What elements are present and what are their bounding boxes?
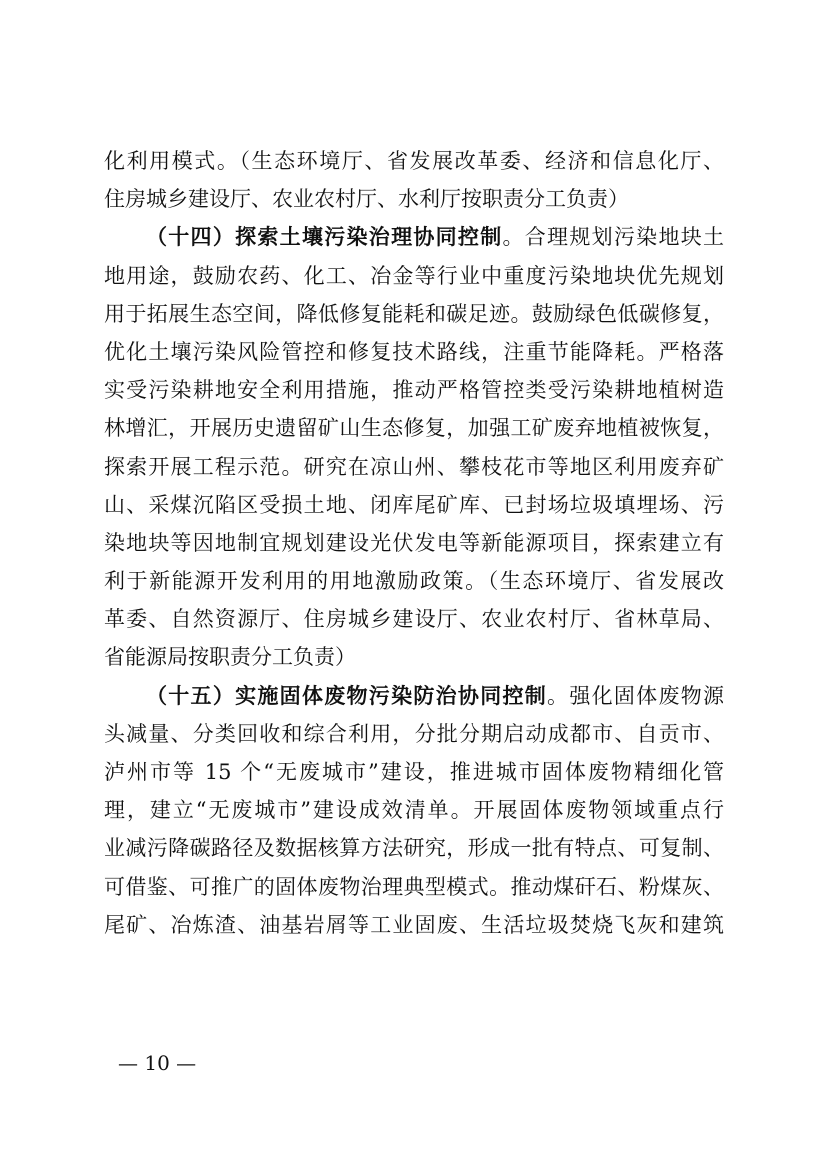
- text-line: 省能源局按职责分工负责）: [104, 645, 356, 670]
- text-line: 理，建立“无废城市”建设成效清单。开展固体废物领域重点行: [104, 798, 724, 823]
- text-line: 头减量、分类回收和综合利用，分批分期启动成都市、自贡市、: [104, 721, 724, 746]
- text-line: 实受污染耕地安全利用措施，推动严格管控类受污染耕地植树造: [104, 378, 724, 403]
- text-line: 可借鉴、可推广的固体废物治理典型模式。推动煤矸石、粉煤灰、: [104, 874, 724, 899]
- text-line: 泸州市等 15 个“无废城市”建设，推进城市固体废物精细化管: [104, 760, 724, 784]
- body-text: [104, 142, 724, 944]
- text-line: 优化土壤污染风险管控和修复技术路线，注重节能降耗。严格落: [104, 339, 724, 364]
- text-line: 林增汇，开展历史遗留矿山生态修复，加强工矿废弃地植被恢复，: [104, 416, 724, 441]
- text-run: 。合理规划污染地块土: [502, 225, 725, 250]
- text-line: 尾矿、冶炼渣、油基岩屑等工业固废、生活垃圾焚烧飞灰和建筑: [104, 912, 724, 937]
- text-line: 用于拓展生态空间，降低修复能耗和碳足迹。鼓励绿色低碳修复，: [104, 301, 724, 326]
- text-line: 利于新能源开发利用的用地激励政策。（生态环境厅、省发展改: [104, 569, 724, 594]
- text-line: 染地块等因地制宜规划建设光伏发电等新能源项目，探索建立有: [104, 530, 724, 555]
- text-run: 。强化固体废物源: [547, 683, 725, 708]
- text-line: 化利用模式。（生态环境厅、省发展改革委、经济和信息化厅、: [104, 149, 724, 173]
- paragraph-first-line: [104, 218, 724, 256]
- text-line: 地用途，鼓励农药、化工、冶金等行业中重度污染地块优先规划: [104, 263, 724, 288]
- text-line: 住房城乡建设厅、农业农村厅、水利厅按职责分工负责）: [104, 187, 629, 212]
- page-number: — 10 —: [118, 1051, 197, 1075]
- section-heading-15: （十五）实施固体废物污染防治协同控制: [146, 682, 548, 708]
- text-line: 探索开展工程示范。研究在凉山州、攀枝花市等地区利用废弃矿: [104, 454, 724, 479]
- text-line: 山、采煤沉陷区受损土地、闭库尾矿库、已封场垃圾填埋场、污: [104, 492, 724, 517]
- section-heading-14: （十四）探索土壤污染治理协同控制: [146, 224, 503, 250]
- text-line: 革委、自然资源厅、住房城乡建设厅、农业农村厅、省林草局、: [104, 607, 724, 632]
- paragraph-first-line: [104, 677, 724, 715]
- text-line: 业减污降碳路径及数据核算方法研究，形成一批有特点、可复制、: [104, 836, 724, 861]
